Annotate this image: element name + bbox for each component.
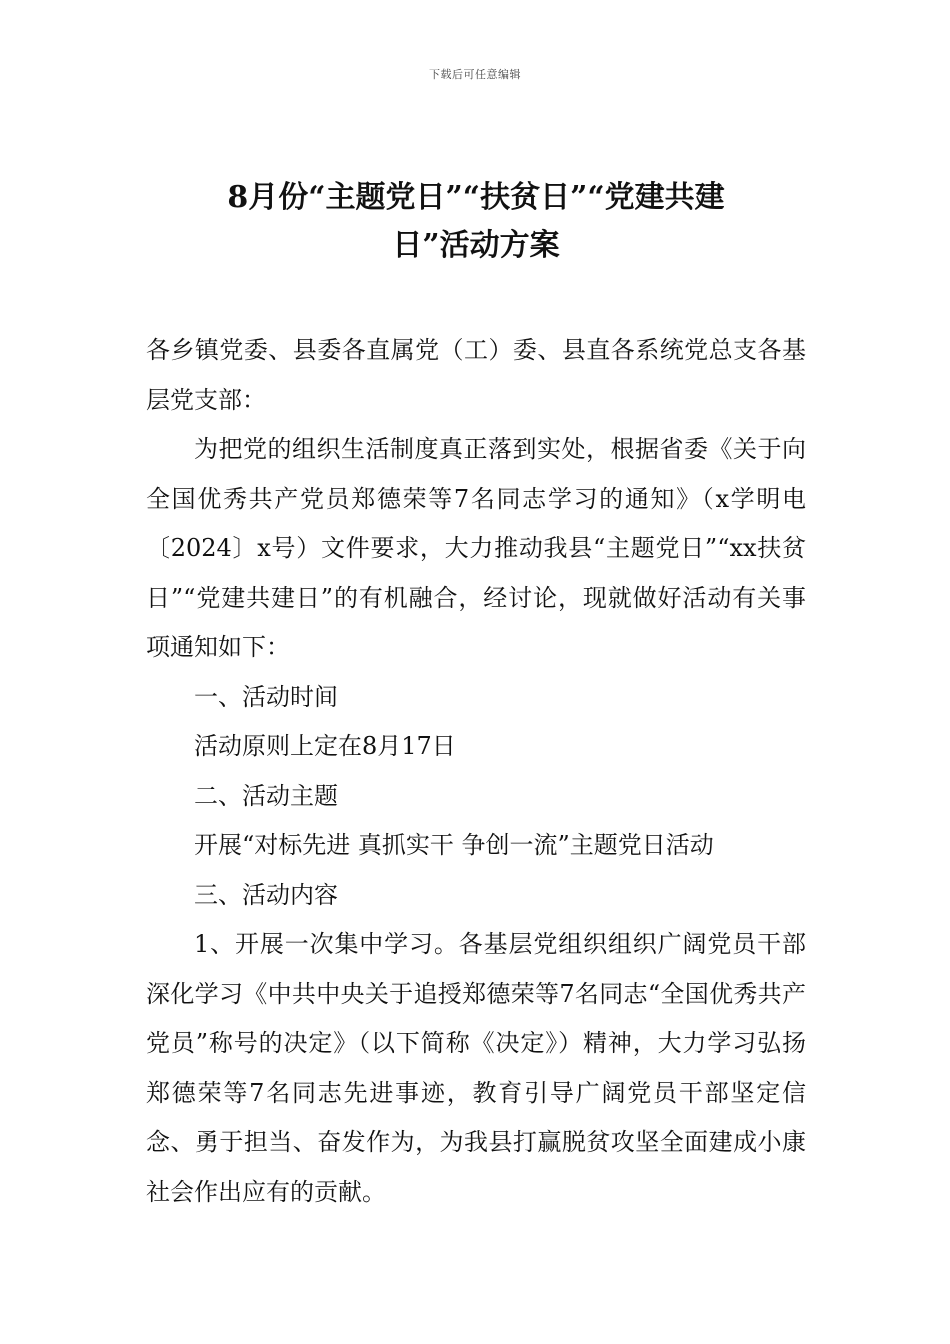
title-line-1: 8月份“主题党日”“扶贫日”“党建共建 — [227, 180, 725, 215]
title-line-2: 日”活动方案 — [392, 228, 560, 263]
section-2-text: 开展“对标先进 真抓实干 争创一流”主题党日活动 — [194, 831, 714, 859]
section-1-heading: 一、活动时间 — [194, 682, 338, 711]
section-1-text: 活动原则上定在8月17日 — [194, 732, 456, 760]
intro-paragraph: 为把党的组织生活制度真正落到实处，根据省委《关于向全国优秀共产党员郑德荣等7名同志学习的通知》（x学明电〔2024〕x号）文件要求，大力推动我县“主题党日”“xx扶贫日”“党建共建日”的有机融合，经讨论，现就做好活动有关事项通知如下： — [146, 435, 806, 661]
document-body — [146, 326, 806, 1217]
section-2-heading: 二、活动主题 — [194, 781, 338, 810]
section-3-heading: 三、活动内容 — [194, 880, 338, 909]
section-3-item-1: 1、开展一次集中学习。各基层党组织组织广阔党员干部深化学习《中共中央关于追授郑德荣等7名同志“全国优秀共产党员”称号的决定》（以下简称《决定》）精神，大力学习弘扬郑德荣等7名同志先进事迹，教育引导广阔党员干部坚定信念、勇于担当、奋发作为，为我县打赢脱贫攻坚全面建成小康社会作出应有的贡献。 — [146, 930, 806, 1206]
header-note: 下载后可任意编辑 — [429, 68, 521, 81]
salutation: 各乡镇党委、县委各直属党（工）委、县直各系统党总支各基层党支部： — [146, 336, 806, 414]
document-title — [146, 174, 806, 270]
